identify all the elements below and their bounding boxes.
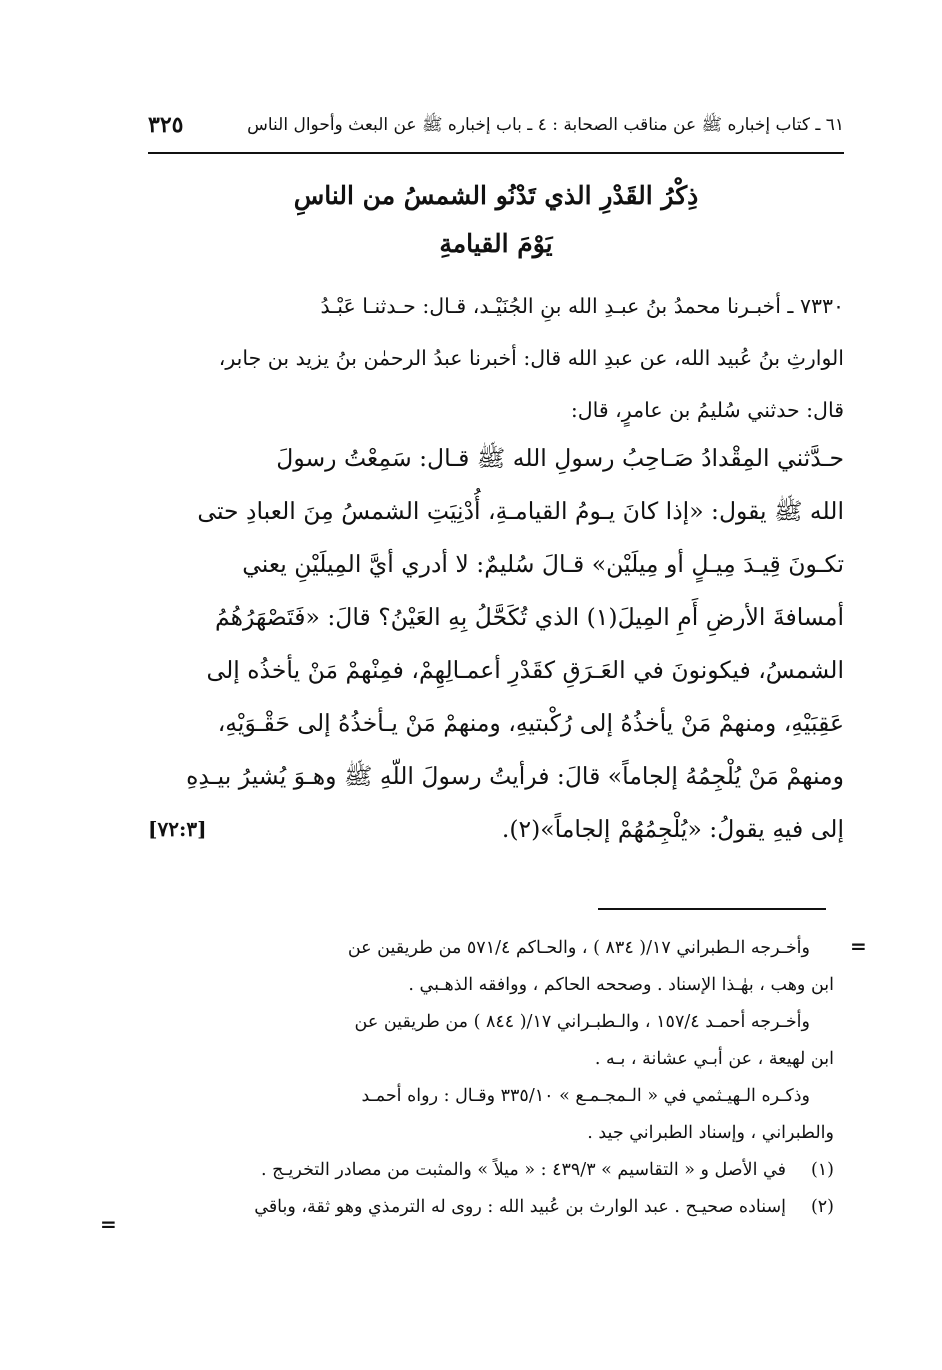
footnote-paragraph <box>138 1078 834 1152</box>
running-header <box>148 112 844 146</box>
hadith-matn <box>148 432 844 856</box>
matn-line: ومنهمْ مَنْ يُلْجِمُهُ إلجاماً» قالَ: فرأيتُ رسولَ اللّهِ ﷺ وهـوَ يُشيرُ بيـدِهِ <box>186 762 844 790</box>
footnote-line: ابن لهيعة ، عن أبـي عشانة ، بـه . <box>594 1049 834 1069</box>
continuation-mark: = <box>850 934 867 958</box>
chapter-title-line: ذِكْرُ القَدْرِ الذي تَدْنُو الشمسُ من الناسِ <box>293 181 699 210</box>
continuation-mark: = <box>100 1212 117 1236</box>
matn-line: الشمسُ، فيكونونَ في العَـرَقِ كقَدْرِ أعمـالِهِمْ، فمِنْهمْ مَنْ يأخذُه إلى <box>206 656 844 684</box>
footnote-line: وأخـرجه أحمـد ١٥٧/٤ ، والـطبـراني ١٧/( ٨٤٤ ) من طريقين عن <box>354 1012 810 1032</box>
isnad-line: قال: حدثني سُليمُ بن عامرٍ، قال: <box>570 398 844 422</box>
chapter-title <box>148 172 844 268</box>
matn-line <box>148 803 844 856</box>
footnote-1 <box>138 1152 834 1189</box>
running-header-title: ٦١ ـ كتاب إخباره ﷺ عن مناقب الصحابة : ٤ ـ باب إخباره ﷺ عن البعث وأحوال الناس <box>247 115 844 135</box>
footnote-line: ابن وهب ، بهٰـذا الإسناد . وصححه الحاكم ، ووافقه الذهـبي . <box>408 975 834 995</box>
matn-line: حـدَّثني المِقْدادُ صَـاحِبُ رسولِ الله ﷺ قـال: سَمِعْتُ رسولَ <box>276 444 844 472</box>
footnote-text: في الأصل و « التقاسيم » ٤٣٩/٣ : « ميلاً » والمثبت من مصادر التخريـج . <box>261 1160 786 1180</box>
footnote-text: إسناده صحيـح . عبد الوارث بن عُبيد الله : روى له الترمذي وهو ثقة، وباقي <box>254 1197 786 1217</box>
footnote-paragraph <box>138 1004 834 1078</box>
matn-final-text: إلى فيهِ يقولُ: «يُلْجِمُهُمْ إلجاماً»(٢). <box>501 815 844 843</box>
matn-line: أمسافةَ الأرضِ أَمِ المِيلَ(١) الذي تُكَحَّلُ بِهِ العَيْنُ؟ قالَ: «فَتَصْهَرُهُمُ <box>214 603 844 631</box>
matn-line: الله ﷺ يقول: «إذا كانَ يـومُ القيامـةِ، أُدْنِيَتِ الشمسُ مِنَ العبادِ حتى <box>197 497 844 525</box>
hadith-isnad <box>148 280 844 436</box>
matn-line: عَقِبَيْهِ، ومنهمْ مَنْ يأخذُهُ إلى رُكْبتيهِ، ومنهمْ مَنْ يـأخذُهُ إلى حَقْـوَيْهِ، <box>217 709 844 737</box>
chapter-title-line: يَوْمَ القيامةِ <box>439 229 553 258</box>
footnote-number: (١) <box>810 1160 834 1180</box>
hadith-reference: [٧٢:٣] <box>148 817 207 841</box>
footnotes <box>138 930 834 1226</box>
footnote-line: وذكـره الـهيـثمي في « الـمجـمـع » ٣٣٥/١٠ وقـال : رواه أحمـد <box>361 1086 810 1106</box>
isnad-line: ٧٣٣٠ ـ أخبـرنا محمدُ بنُ عبـدِ الله بنِ الجُنَيْـد، قـال: حـدثنـا عَبْـدُ <box>320 294 844 318</box>
footnote-2 <box>138 1189 834 1226</box>
footnote-line: وأخـرجه الـطبراني ١٧/( ٨٣٤ ) ، والحـاكم ٥٧١/٤ من طريقين عن <box>347 938 810 958</box>
footnote-line: والطبراني ، وإسناد الطبراني جيد . <box>587 1123 834 1143</box>
matn-line: تكـونَ قِيـدَ مِيـلٍ أو مِيلَيْن» قـالَ سُليمٌ: لا أدري أيَّ المِيلَيْنِ يعني <box>242 550 844 578</box>
page-number: ٣٢٥ <box>148 112 184 138</box>
footnote-number: (٢) <box>810 1197 834 1217</box>
footnote-separator <box>598 908 826 910</box>
footnote-paragraph <box>138 930 834 1004</box>
header-rule <box>148 152 844 154</box>
isnad-line: الوارثِ بنُ عُبيد الله، عن عبدِ الله قال: أخبرنا عبدُ الرحمٰن بنُ يزيد بن جابر، <box>218 346 844 370</box>
